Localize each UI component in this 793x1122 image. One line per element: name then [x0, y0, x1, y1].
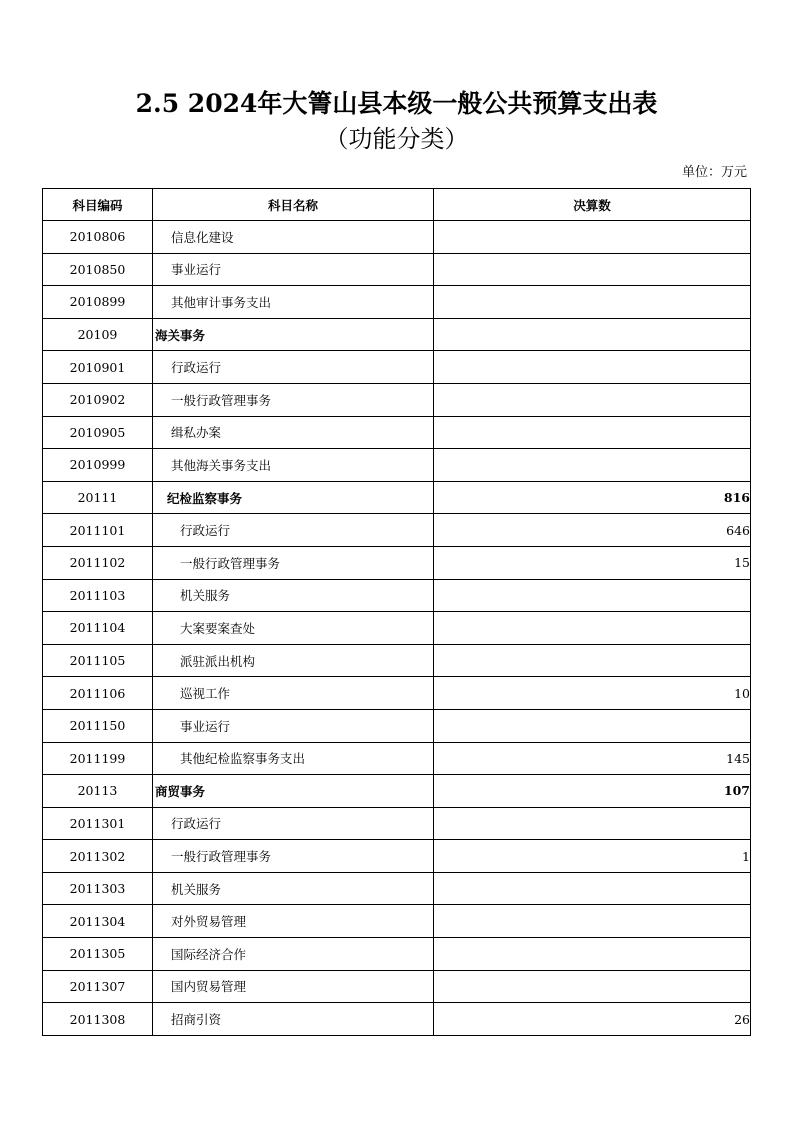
- row-name: 海关事务: [153, 318, 434, 351]
- row-code: 2011308: [43, 1003, 153, 1036]
- row-amount: [434, 644, 751, 677]
- page-title: 2.5 2024年大箐山县本级一般公共预算支出表: [135, 89, 658, 118]
- row-code: 2011199: [43, 742, 153, 775]
- row-code: 2011104: [43, 612, 153, 645]
- table-row: [43, 514, 751, 547]
- row-amount: [434, 449, 751, 482]
- row-name: 巡视工作: [153, 677, 434, 710]
- row-amount: [434, 970, 751, 1003]
- row-name: 事业运行: [153, 709, 434, 742]
- row-amount: 107: [434, 775, 751, 808]
- row-name: 缉私办案: [153, 416, 434, 449]
- table-row: [43, 1003, 751, 1036]
- row-code: 2011102: [43, 546, 153, 579]
- row-name: 一般行政管理事务: [153, 546, 434, 579]
- row-amount: [434, 286, 751, 319]
- row-code: 2010901: [43, 351, 153, 384]
- table-row: [43, 383, 751, 416]
- row-code: 2011106: [43, 677, 153, 710]
- row-code: 2010806: [43, 221, 153, 254]
- table-row: [43, 579, 751, 612]
- row-name: 其他纪检监察事务支出: [153, 742, 434, 775]
- row-name: 行政运行: [153, 807, 434, 840]
- row-amount: [434, 383, 751, 416]
- header-name: 科目名称: [153, 189, 434, 221]
- row-amount: [434, 221, 751, 254]
- row-name: 派驻派出机构: [153, 644, 434, 677]
- row-code: 2011304: [43, 905, 153, 938]
- row-code: 20113: [43, 775, 153, 808]
- unit-label: 单位：万元: [681, 165, 747, 180]
- row-code: 2011105: [43, 644, 153, 677]
- table-row: [43, 905, 751, 938]
- row-name: 行政运行: [153, 351, 434, 384]
- row-amount: 15: [434, 546, 751, 579]
- table-row: [43, 221, 751, 254]
- row-name: 信息化建设: [153, 221, 434, 254]
- row-amount: 816: [434, 481, 751, 514]
- table-row: [43, 872, 751, 905]
- table-row: [43, 351, 751, 384]
- row-name: 一般行政管理事务: [153, 383, 434, 416]
- table-row: [43, 970, 751, 1003]
- row-amount: 145: [434, 742, 751, 775]
- table-row: [43, 775, 751, 808]
- row-code: 2011303: [43, 872, 153, 905]
- row-amount: [434, 253, 751, 286]
- row-amount: [434, 905, 751, 938]
- row-amount: 646: [434, 514, 751, 547]
- row-amount: [434, 872, 751, 905]
- row-name: 对外贸易管理: [153, 905, 434, 938]
- row-code: 2011307: [43, 970, 153, 1003]
- row-amount: [434, 709, 751, 742]
- table-row: [43, 840, 751, 873]
- row-amount: 10: [434, 677, 751, 710]
- row-amount: 1: [434, 840, 751, 873]
- table-row: [43, 742, 751, 775]
- table-row: [43, 938, 751, 971]
- table-row: [43, 612, 751, 645]
- row-amount: [434, 579, 751, 612]
- row-name: 机关服务: [153, 872, 434, 905]
- row-code: 2011305: [43, 938, 153, 971]
- row-name: 其他海关事务支出: [153, 449, 434, 482]
- row-name: 国际经济合作: [153, 938, 434, 971]
- row-code: 2011101: [43, 514, 153, 547]
- row-name: 行政运行: [153, 514, 434, 547]
- budget-table: [42, 188, 751, 1036]
- table-row: [43, 286, 751, 319]
- row-code: 20109: [43, 318, 153, 351]
- row-code: 2011150: [43, 709, 153, 742]
- row-code: 2010905: [43, 416, 153, 449]
- row-code: 2010850: [43, 253, 153, 286]
- row-amount: [434, 938, 751, 971]
- row-name: 大案要案查处: [153, 612, 434, 645]
- row-name: 事业运行: [153, 253, 434, 286]
- table-row: [43, 416, 751, 449]
- table-header-row: [43, 189, 751, 221]
- header-code: 科目编码: [43, 189, 153, 221]
- row-amount: [434, 318, 751, 351]
- row-amount: [434, 351, 751, 384]
- table-row: [43, 709, 751, 742]
- table-row: [43, 449, 751, 482]
- row-code: 2010899: [43, 286, 153, 319]
- table-row: [43, 318, 751, 351]
- row-code: 20111: [43, 481, 153, 514]
- header-amount: 决算数: [434, 189, 751, 221]
- table-row: [43, 644, 751, 677]
- row-code: 2011301: [43, 807, 153, 840]
- table-row: [43, 253, 751, 286]
- row-name: 招商引资: [153, 1003, 434, 1036]
- row-code: 2010902: [43, 383, 153, 416]
- page-subtitle: （功能分类）: [324, 125, 469, 153]
- row-name: 一般行政管理事务: [153, 840, 434, 873]
- table-row: [43, 546, 751, 579]
- row-code: 2011302: [43, 840, 153, 873]
- table-row: [43, 481, 751, 514]
- row-name: 机关服务: [153, 579, 434, 612]
- row-name: 国内贸易管理: [153, 970, 434, 1003]
- row-name: 纪检监察事务: [153, 481, 434, 514]
- table-row: [43, 677, 751, 710]
- row-amount: [434, 612, 751, 645]
- row-amount: [434, 807, 751, 840]
- row-code: 2010999: [43, 449, 153, 482]
- table-row: [43, 807, 751, 840]
- row-amount: [434, 416, 751, 449]
- row-name: 商贸事务: [153, 775, 434, 808]
- row-code: 2011103: [43, 579, 153, 612]
- row-amount: 26: [434, 1003, 751, 1036]
- row-name: 其他审计事务支出: [153, 286, 434, 319]
